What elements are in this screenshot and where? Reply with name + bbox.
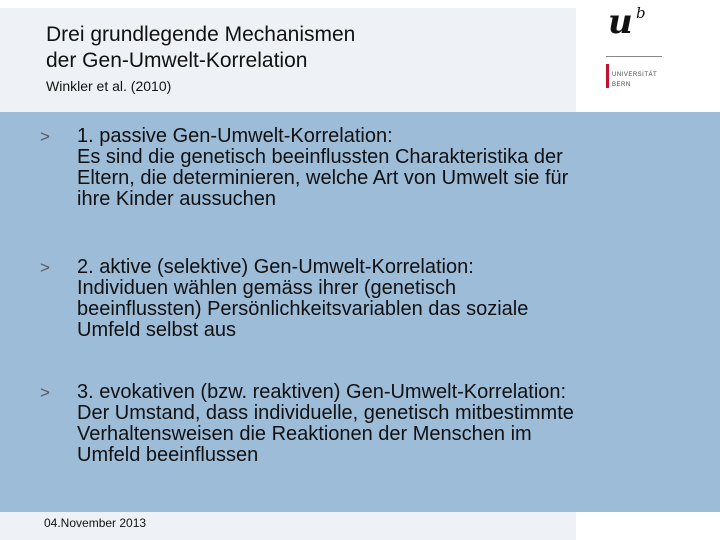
bullet-line: Eltern, die determinieren, welche Art von Umwelt sie für (77, 167, 569, 189)
bullet-line: ihre Kinder aussuchen (77, 188, 277, 210)
bullet-passive (40, 126, 568, 210)
bullet-line: Es sind die genetisch beeinflussten Charakteristika der (77, 146, 563, 168)
bullet-text (77, 382, 574, 466)
bullet-heading: 2. aktive (selektive) Gen-Umwelt-Korrelation: (77, 256, 474, 278)
title-line-2: der Gen-Umwelt-Korrelation (46, 49, 308, 72)
bullet-line: beeinflussten) Persönlichkeitsvariablen das soziale (77, 298, 529, 320)
bullet-heading: 3. evokativen (bzw. reaktiven) Gen-Umwelt-Korrelation: (77, 381, 567, 403)
bullet-line: Der Umstand, dass individuelle, genetisch mitbestimmte (77, 402, 574, 424)
slide-title (46, 22, 355, 74)
bullet-line: Umfeld beeinflussen (77, 444, 259, 466)
bullet-marker: > (40, 383, 50, 402)
logo-text-bern: BERN (612, 82, 631, 88)
logo-accent-bar (606, 64, 609, 88)
bullet-active (40, 257, 528, 341)
slide-subtitle: Winkler et al. (2010) (46, 78, 172, 94)
bullet-marker: > (40, 258, 50, 277)
bullet-text (77, 126, 568, 210)
logo-letter-b: b (636, 4, 646, 22)
bullet-line: Umfeld selbst aus (77, 319, 236, 341)
university-logo (604, 2, 664, 92)
logo-divider (606, 56, 662, 57)
logo-text-university: UNIVERSITÄT (612, 72, 658, 78)
footer-date: 04.November 2013 (44, 516, 147, 530)
bullet-text (77, 257, 528, 341)
bullet-line: Verhaltensweisen die Reaktionen der Menschen im (77, 423, 532, 445)
bullet-marker: > (40, 127, 50, 146)
logo-letter-u: u (608, 2, 633, 42)
title-line-1: Drei grundlegende Mechanismen (46, 23, 356, 46)
bullet-evocative (40, 382, 574, 466)
bullet-line: Individuen wählen gemäss ihrer (genetisch (77, 277, 457, 299)
bullet-heading: 1. passive Gen-Umwelt-Korrelation: (77, 125, 393, 147)
